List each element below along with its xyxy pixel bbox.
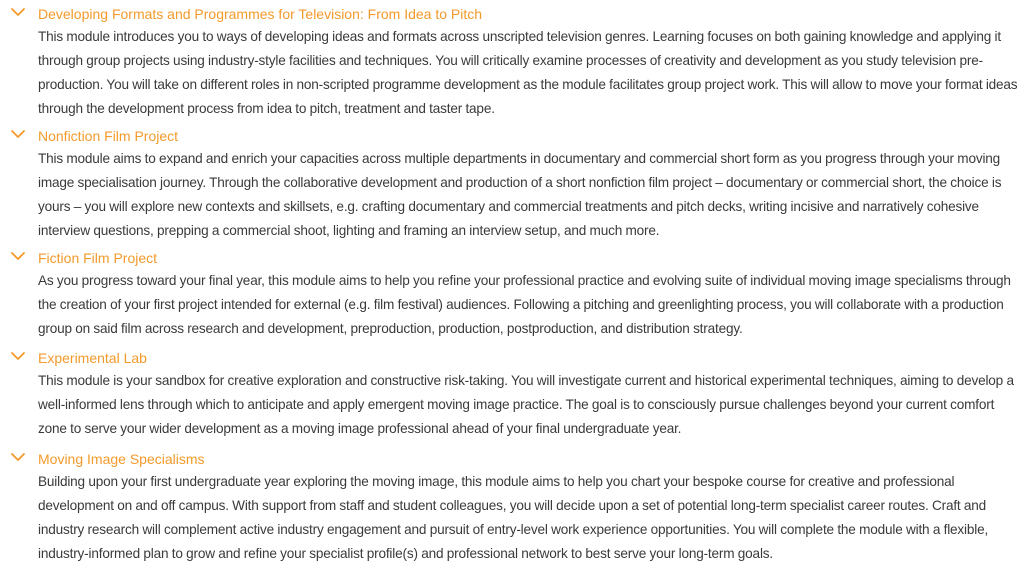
module-title: Moving Image Specialisms bbox=[38, 451, 205, 467]
module-header-moving-image-specialisms[interactable] bbox=[0, 448, 1000, 470]
module-description: As you progress toward your final year, this module aims to help you refine your professional practice and evolving suite of individual moving image specialisms through the creation of your first project intended for external (e.g. film festival) audiences. Following a pitching and greenlighting process, you will collaborate with a production group on said film across research and development, preproduction, production, postproduction, and distribution strategy. bbox=[38, 273, 1011, 336]
module-description: This module aims to expand and enrich your capacities across multiple departments in documentary and commercial short form as you progress through your moving image specialisation journey. Through the collaborative development and production of a short nonfiction film project – documentary or commercial short, the choice is yours – you will explore new contexts and skillsets, e.g. crafting documentary and commercial treatments and pitch decks, writing incisive and narratively cohesive interview questions, prepping a commercial shoot, lighting and framing an interview setup, and much more. bbox=[38, 151, 1002, 238]
chevron-down-icon bbox=[10, 350, 26, 362]
chevron-down-icon bbox=[10, 6, 26, 18]
module-title: Developing Formats and Programmes for Television: From Idea to Pitch bbox=[38, 6, 483, 22]
chevron-down-icon bbox=[10, 128, 26, 140]
module-title: Experimental Lab bbox=[38, 350, 147, 366]
module-header-nonfiction-film-project[interactable] bbox=[0, 125, 1000, 147]
module-header-developing-formats[interactable] bbox=[0, 3, 1000, 25]
chevron-down-icon bbox=[10, 451, 26, 463]
module-description: This module introduces you to ways of developing ideas and formats across unscripted television genres. Learning focuses on both gaining knowledge and applying it through group projects using industry-style facilities and techniques. You will critically examine processes of creativity and development as you study television pre-production. You will take on different roles in non-scripted programme development as the module facilitates group project work. This will allow to move your format ideas through the development process from idea to pitch, treatment and taster tape. bbox=[38, 29, 1018, 116]
module-description: Building upon your first undergraduate year exploring the moving image, this module aims to help you chart your bespoke course for creative and professional development on and off campus. With support from staff and student colleagues, you will decide upon a set of potential long-term specialist career routes. Craft and industry research will complement active industry engagement and pursuit of entry-level work experience opportunities. You will complete the module with a flexible, industry-informed plan to grow and refine your specialist profile(s) and professional network to best serve your long-term goals. bbox=[38, 474, 989, 561]
module-header-experimental-lab[interactable] bbox=[0, 347, 1000, 369]
chevron-down-icon bbox=[10, 250, 26, 262]
module-header-fiction-film-project[interactable] bbox=[0, 247, 1000, 269]
module-title: Fiction Film Project bbox=[38, 250, 158, 266]
module-title: Nonfiction Film Project bbox=[38, 128, 179, 144]
module-description: This module is your sandbox for creative exploration and constructive risk-taking. You will investigate current and historical experimental techniques, aiming to develop a well-informed lens through which to anticipate and apply emergent moving image practice. The goal is to consciously pursue challenges beyond your current comfort zone to serve your wider development as a moving image professional ahead of your final undergraduate year. bbox=[38, 373, 1014, 436]
